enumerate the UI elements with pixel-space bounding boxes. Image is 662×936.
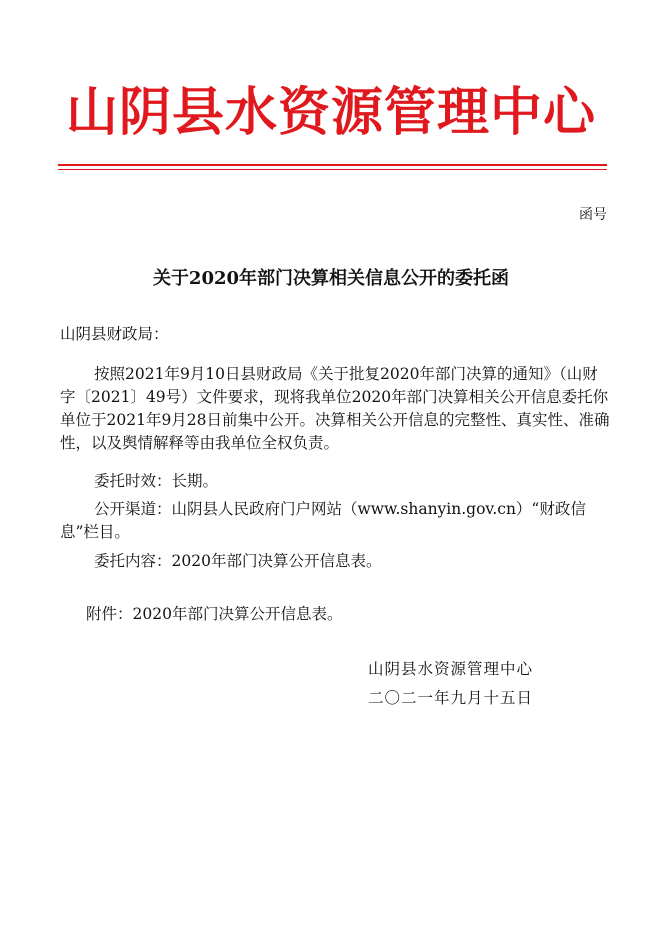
salutation: 山阴县财政局： bbox=[60, 325, 169, 343]
paragraph-main: 按照2021年9月10日县财政局《关于批复2020年部门决算的通知》（山财字〔2021〕49号）文件要求，现将我单位2020年部门决算相关公开信息委托你单位于2021年9月28日前集中公开。决算相关公开信息的完整性、真实性、准确性，以及舆情解释等由我单位全权负责。 bbox=[60, 365, 610, 452]
organization-header: 山阴县水资源管理中心 bbox=[65, 83, 596, 143]
document-title: 关于2020年部门决算相关信息公开的委托函 bbox=[152, 268, 510, 289]
signature-organization: 山阴县水资源管理中心 bbox=[368, 660, 534, 678]
document-number-label: 函号 bbox=[579, 207, 607, 223]
header-divider-thin bbox=[58, 169, 607, 170]
paragraph-content: 委托内容：2020年部门决算公开信息表。 bbox=[94, 552, 382, 570]
paragraph-duration: 委托时效：长期。 bbox=[94, 472, 219, 490]
signature-date: 二〇二一年九月十五日 bbox=[368, 689, 534, 707]
paragraph-channel: 公开渠道：山阴县人民政府门户网站（www.shanyin.gov.cn）“财政信息”栏目。 bbox=[60, 500, 586, 541]
paragraph-attachment: 附件：2020年部门决算公开信息表。 bbox=[86, 605, 343, 623]
header-divider-thick bbox=[58, 164, 607, 166]
